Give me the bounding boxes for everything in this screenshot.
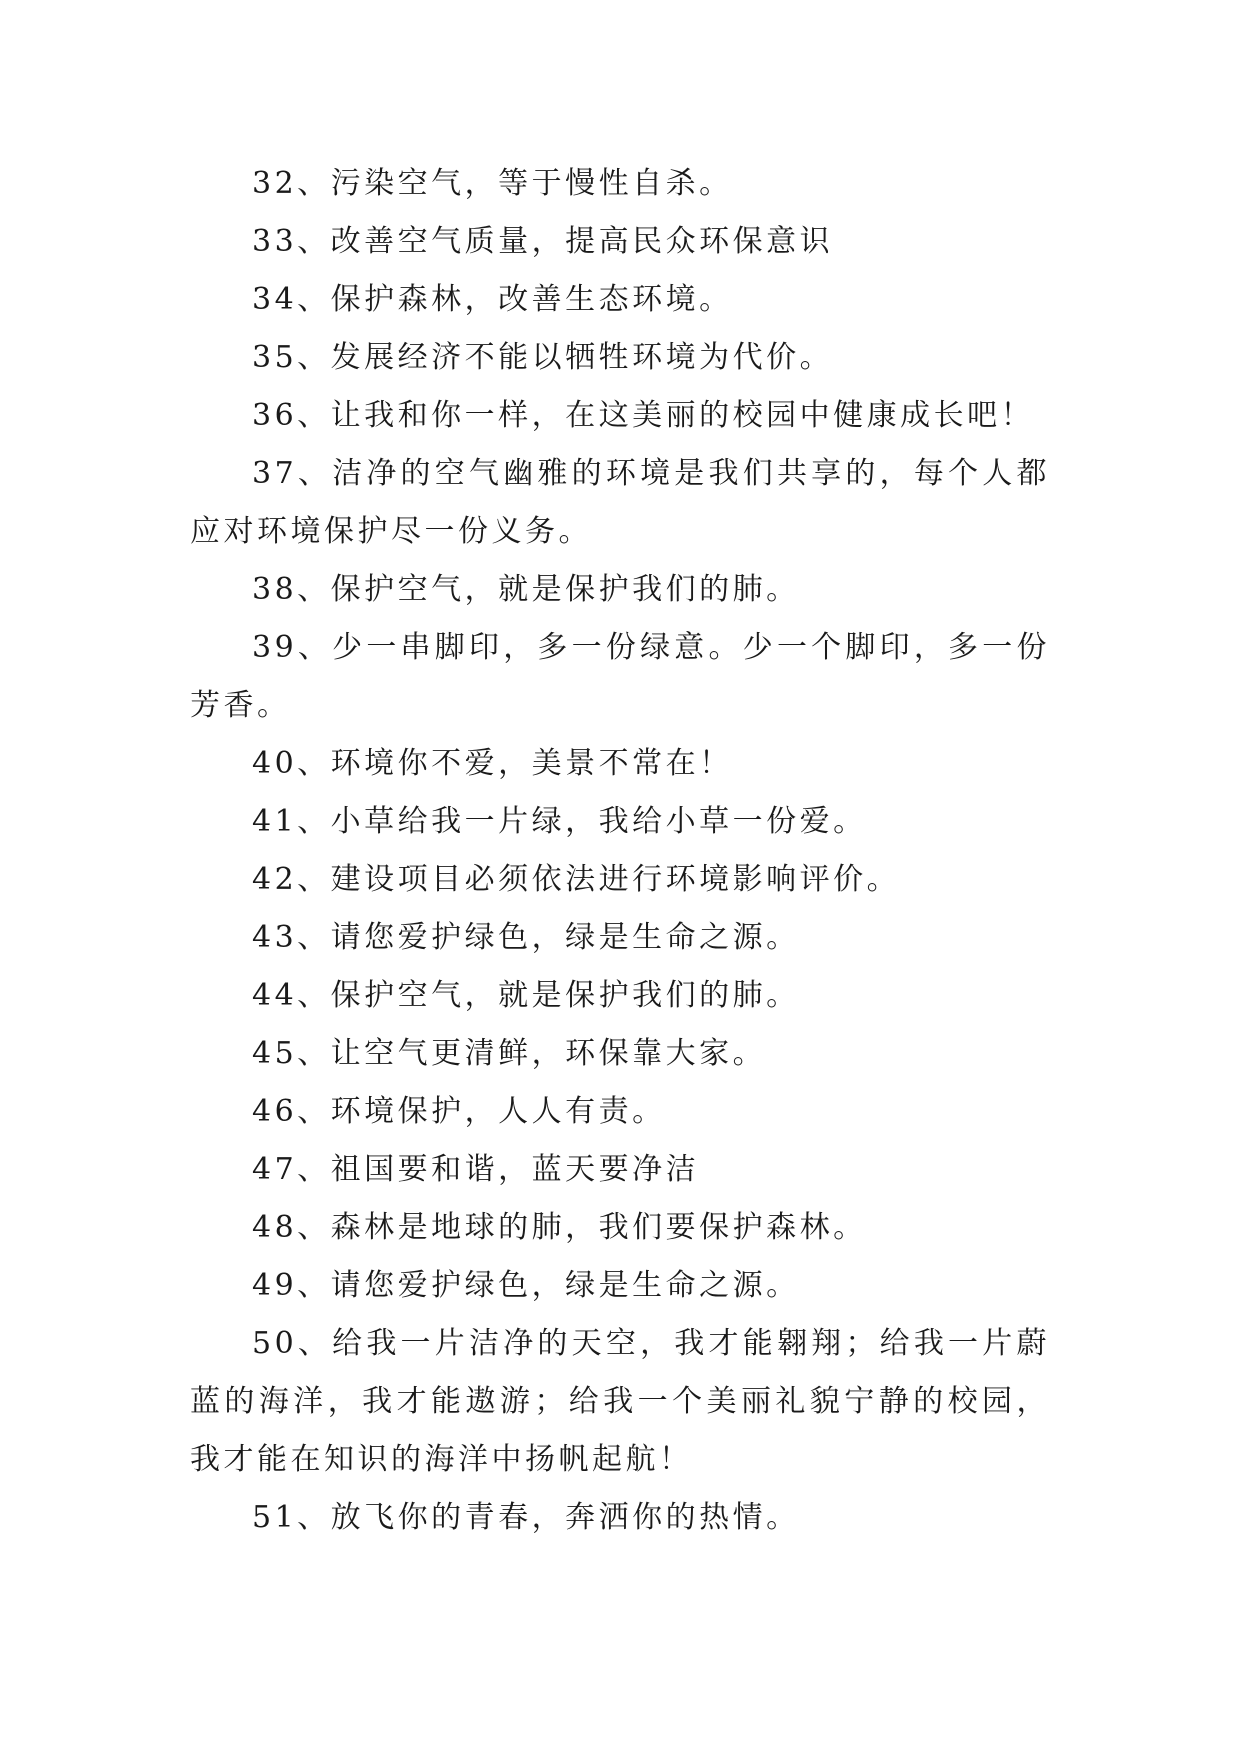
paragraph-39: 39、少一串脚印，多一份绿意。少一个脚印，多一份芳香。: [190, 630, 1050, 723]
paragraph-33: 33、改善空气质量，提高民众环保意识: [252, 224, 834, 259]
paragraph-36: 36、让我和你一样，在这美丽的校园中健康成长吧！: [252, 398, 1035, 433]
document-body: [190, 155, 1050, 1547]
paragraph-42: 42、建设项目必须依法进行环境影响评价。: [252, 862, 901, 897]
paragraph-49: 49、请您爱护绿色，绿是生命之源。: [252, 1268, 800, 1303]
paragraph-47: 47、祖国要和谐，蓝天要净洁: [252, 1152, 700, 1187]
paragraph-32: 32、污染空气，等于慢性自杀。: [252, 166, 733, 201]
paragraph-43: 43、请您爱护绿色，绿是生命之源。: [252, 920, 800, 955]
paragraph-45: 45、让空气更清鲜，环保靠大家。: [252, 1036, 767, 1071]
paragraph-35: 35、发展经济不能以牺牲环境为代价。: [252, 340, 834, 375]
paragraph-44: 44、保护空气，就是保护我们的肺。: [252, 978, 800, 1013]
paragraph-48: 48、森林是地球的肺，我们要保护森林。: [252, 1210, 867, 1245]
paragraph-51: 51、放飞你的青春，奔洒你的热情。: [252, 1500, 800, 1535]
paragraph-46: 46、环境保护，人人有责。: [252, 1094, 666, 1129]
paragraph-37: 37、洁净的空气幽雅的环境是我们共享的，每个人都应对环境保护尽一份义务。: [190, 456, 1050, 549]
paragraph-40: 40、环境你不爱，美景不常在！: [252, 746, 733, 781]
paragraph-41: 41、小草给我一片绿，我给小草一份爱。: [252, 804, 867, 839]
paragraph-34: 34、保护森林，改善生态环境。: [252, 282, 733, 317]
paragraph-38: 38、保护空气，就是保护我们的肺。: [252, 572, 800, 607]
paragraph-50: 50、给我一片洁净的天空，我才能翱翔；给我一片蔚蓝的海洋，我才能遨游；给我一个美丽礼貌宁静的校园，我才能在知识的海洋中扬帆起航！: [190, 1326, 1050, 1477]
